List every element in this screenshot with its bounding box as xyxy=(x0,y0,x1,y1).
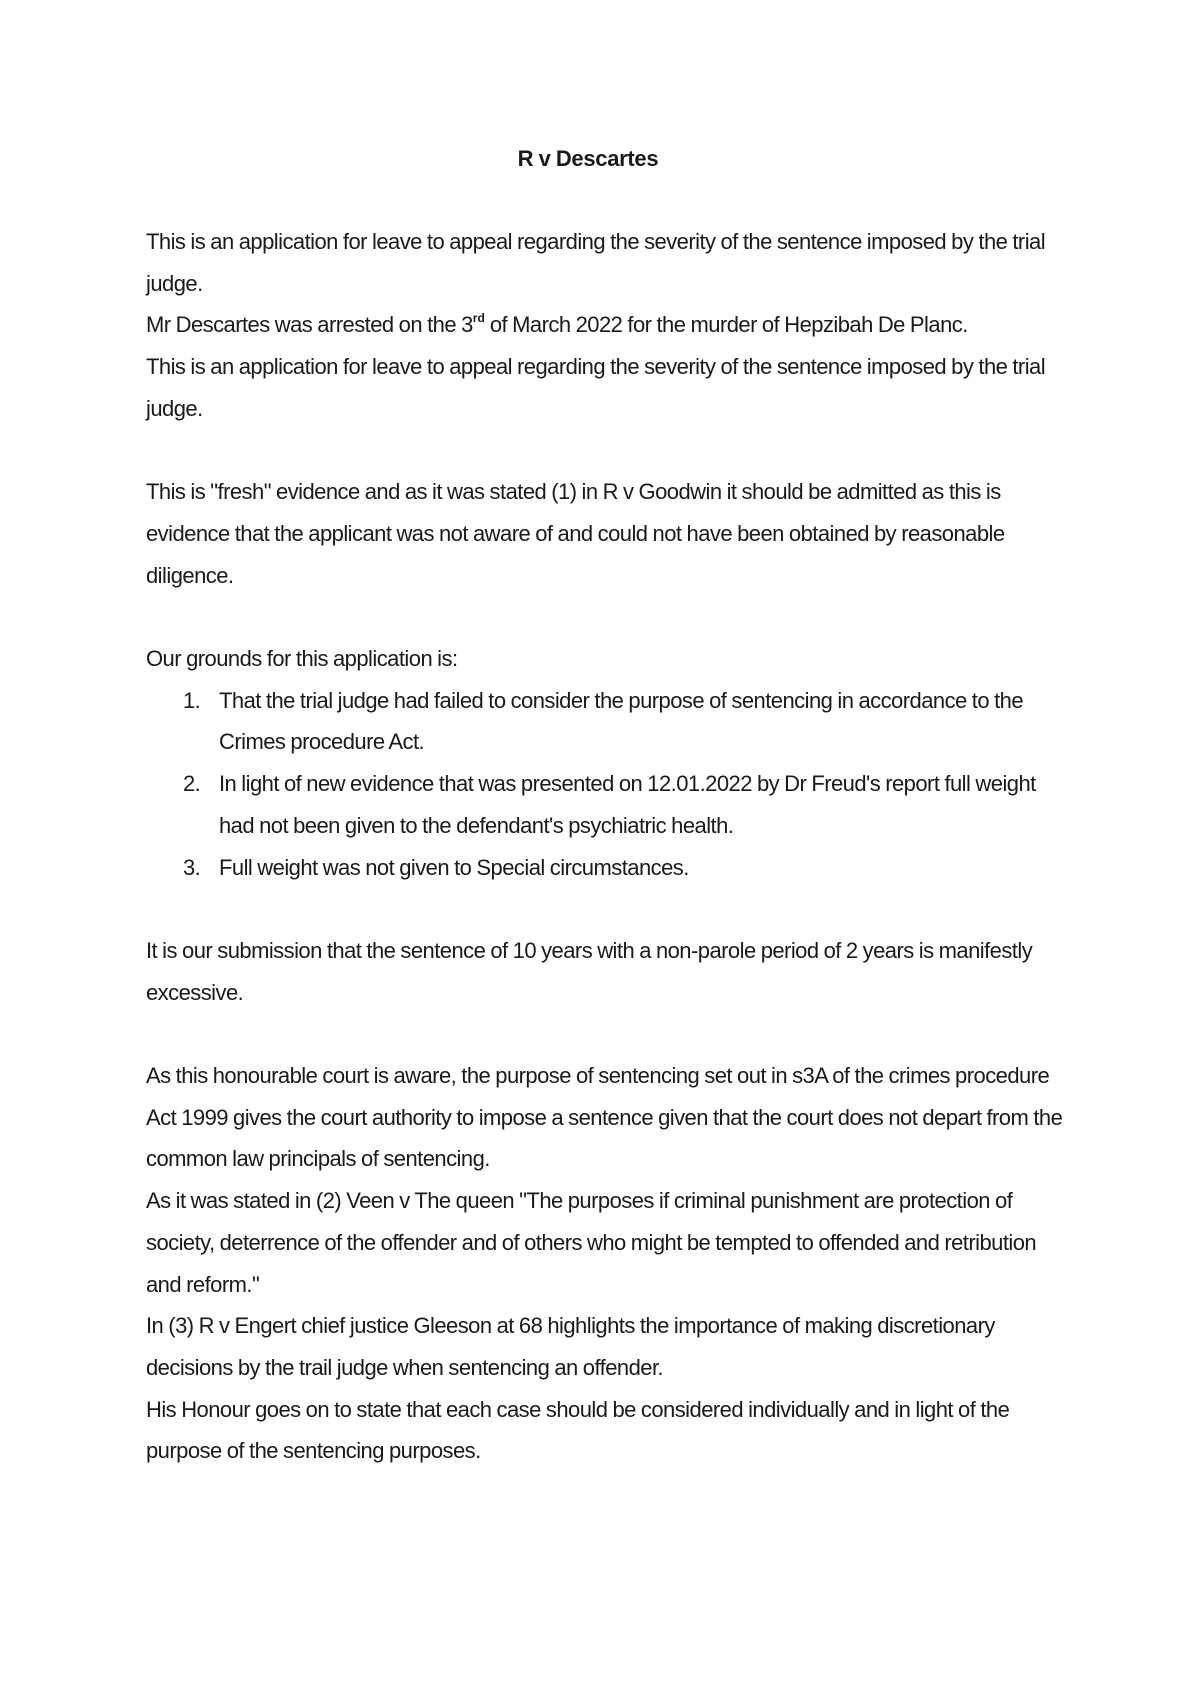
list-item-text: That the trial judge had failed to consider the purpose of sentencing in accordance to the Crimes procedure Act. xyxy=(219,687,1024,755)
spacer xyxy=(146,1013,1066,1055)
list-item-number: 1. xyxy=(183,687,201,713)
spacer xyxy=(146,596,1066,638)
grounds-list xyxy=(146,680,1066,889)
honour-paragraph: His Honour goes on to state that each case should be considered individually and in light of the purpose of the sentencing purposes. xyxy=(146,1396,1010,1464)
list-item-text: Full weight was not given to Special circumstances. xyxy=(219,854,689,880)
arrest-text-after: of March 2022 for the murder of Hepzibah De Planc. xyxy=(484,312,968,338)
ordinal-suffix: rd xyxy=(472,311,485,326)
document-title: R v Descartes xyxy=(517,146,659,171)
intro-paragraph-2: This is an application for leave to appeal regarding the severity of the sentence imposed by the trial judge. xyxy=(146,354,1046,421)
intro-paragraph-1: This is an application for leave to appeal regarding the severity of the sentence imposed by the trial judge. xyxy=(146,229,1046,296)
list-item-number: 3. xyxy=(183,854,201,880)
spacer xyxy=(146,430,1066,472)
document-body xyxy=(146,138,1066,1472)
submission-paragraph: It is our submission that the sentence of 10 years with a non-parole period of 2 years is manifestly excessive. xyxy=(146,937,1033,1005)
list-item-text: In light of new evidence that was presented on 12.01.2022 by Dr Freud's report full weight had not been given to the defendant's psychiatric health. xyxy=(219,771,1036,838)
arrest-paragraph xyxy=(146,304,1066,346)
arrest-text-before: Mr Descartes was arrested on the 3 xyxy=(146,312,473,338)
grounds-heading: Our grounds for this application is: xyxy=(146,646,458,671)
s3a-paragraph: As this honourable court is aware, the purpose of sentencing set out in s3A of the crimes procedure Act 1999 gives the court authority to impose a sentence given that the court does not depart from the common law principals of sentencing. xyxy=(146,1063,1063,1172)
fresh-evidence-paragraph: This is "fresh" evidence and as it was stated (1) in R v Goodwin it should be admitted as this is evidence that the applicant was not aware of and could not have been obtained by reasonable diligence. xyxy=(146,479,1005,588)
veen-paragraph: As it was stated in (2) Veen v The queen "The purposes if criminal punishment are protection of society, deterrence of the offender and of others who might be tempted to offended and retribution and reform." xyxy=(146,1188,1037,1297)
spacer xyxy=(146,888,1066,930)
spacer xyxy=(146,180,1066,221)
list-item xyxy=(146,763,1066,846)
list-item-number: 2. xyxy=(183,771,201,797)
engert-paragraph: In (3) R v Engert chief justice Gleeson at 68 highlights the importance of making discretionary decisions by the trail judge when sentencing an offender. xyxy=(146,1313,995,1380)
list-item xyxy=(146,847,1066,889)
list-item xyxy=(146,680,1066,763)
